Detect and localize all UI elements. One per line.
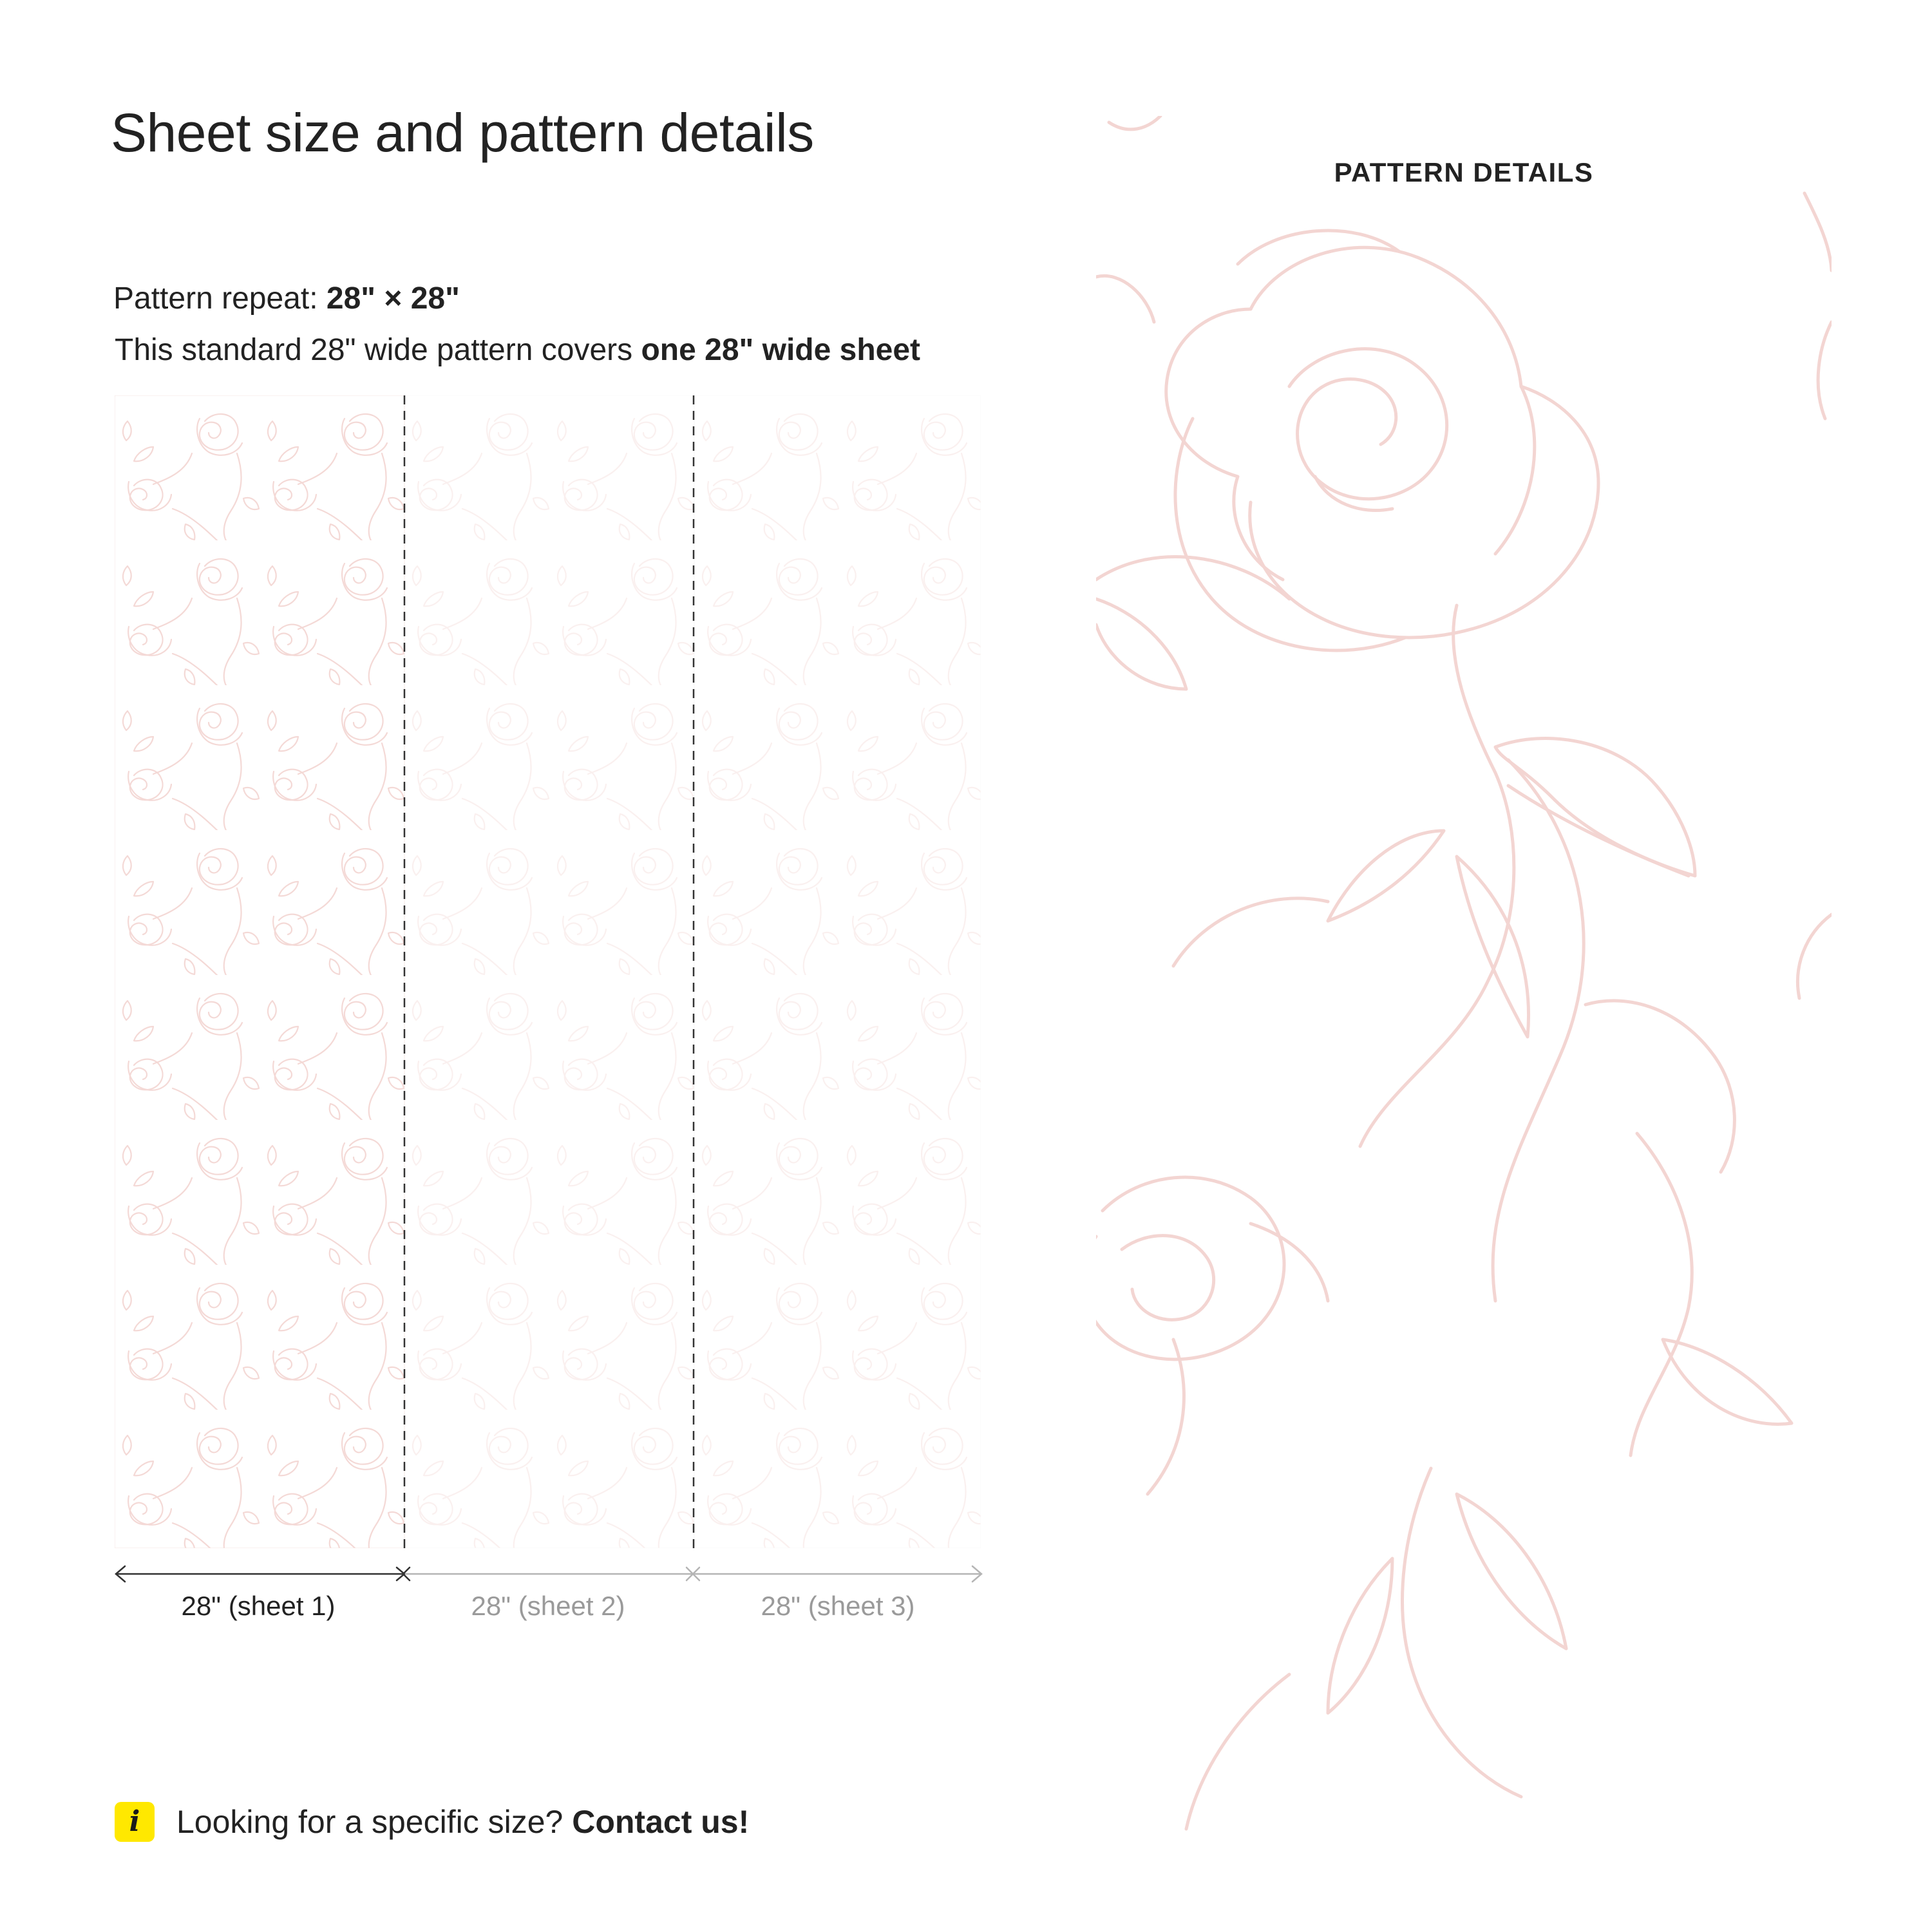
info-icon-glyph: i [129,1805,140,1838]
sheet-preview [115,395,981,1548]
pattern-coverage-text: This standard 28" wide pattern covers [115,333,633,367]
pattern-repeat-label: Pattern repeat: [113,281,318,316]
pattern-details-heading: PATTERN DETAILS [1334,157,1594,187]
contact-us-link[interactable]: Contact us! [572,1804,750,1840]
large-rose-illustration [1096,116,1832,1829]
sheet-2-pattern [404,395,694,1548]
sheet-2-label: 28" (sheet 2) [471,1591,625,1621]
sheet-1-label: 28" (sheet 1) [181,1591,336,1621]
sheet-3-pattern [694,395,981,1548]
pattern-detail-panel [1096,116,1832,1831]
pattern-coverage-value: one 28" wide sheet [641,333,921,367]
sheet-3-label: 28" (sheet 3) [761,1591,915,1621]
page-title: Sheet size and pattern details [111,102,814,163]
custom-size-prompt [176,1802,749,1842]
sheet-1-pattern [115,395,404,1548]
info-icon [115,1802,155,1842]
pattern-repeat-line [113,281,460,316]
pattern-repeat-value: 28" × 28" [326,281,460,316]
pattern-coverage-line [115,332,920,368]
custom-size-question: Looking for a specific size? [176,1804,564,1840]
